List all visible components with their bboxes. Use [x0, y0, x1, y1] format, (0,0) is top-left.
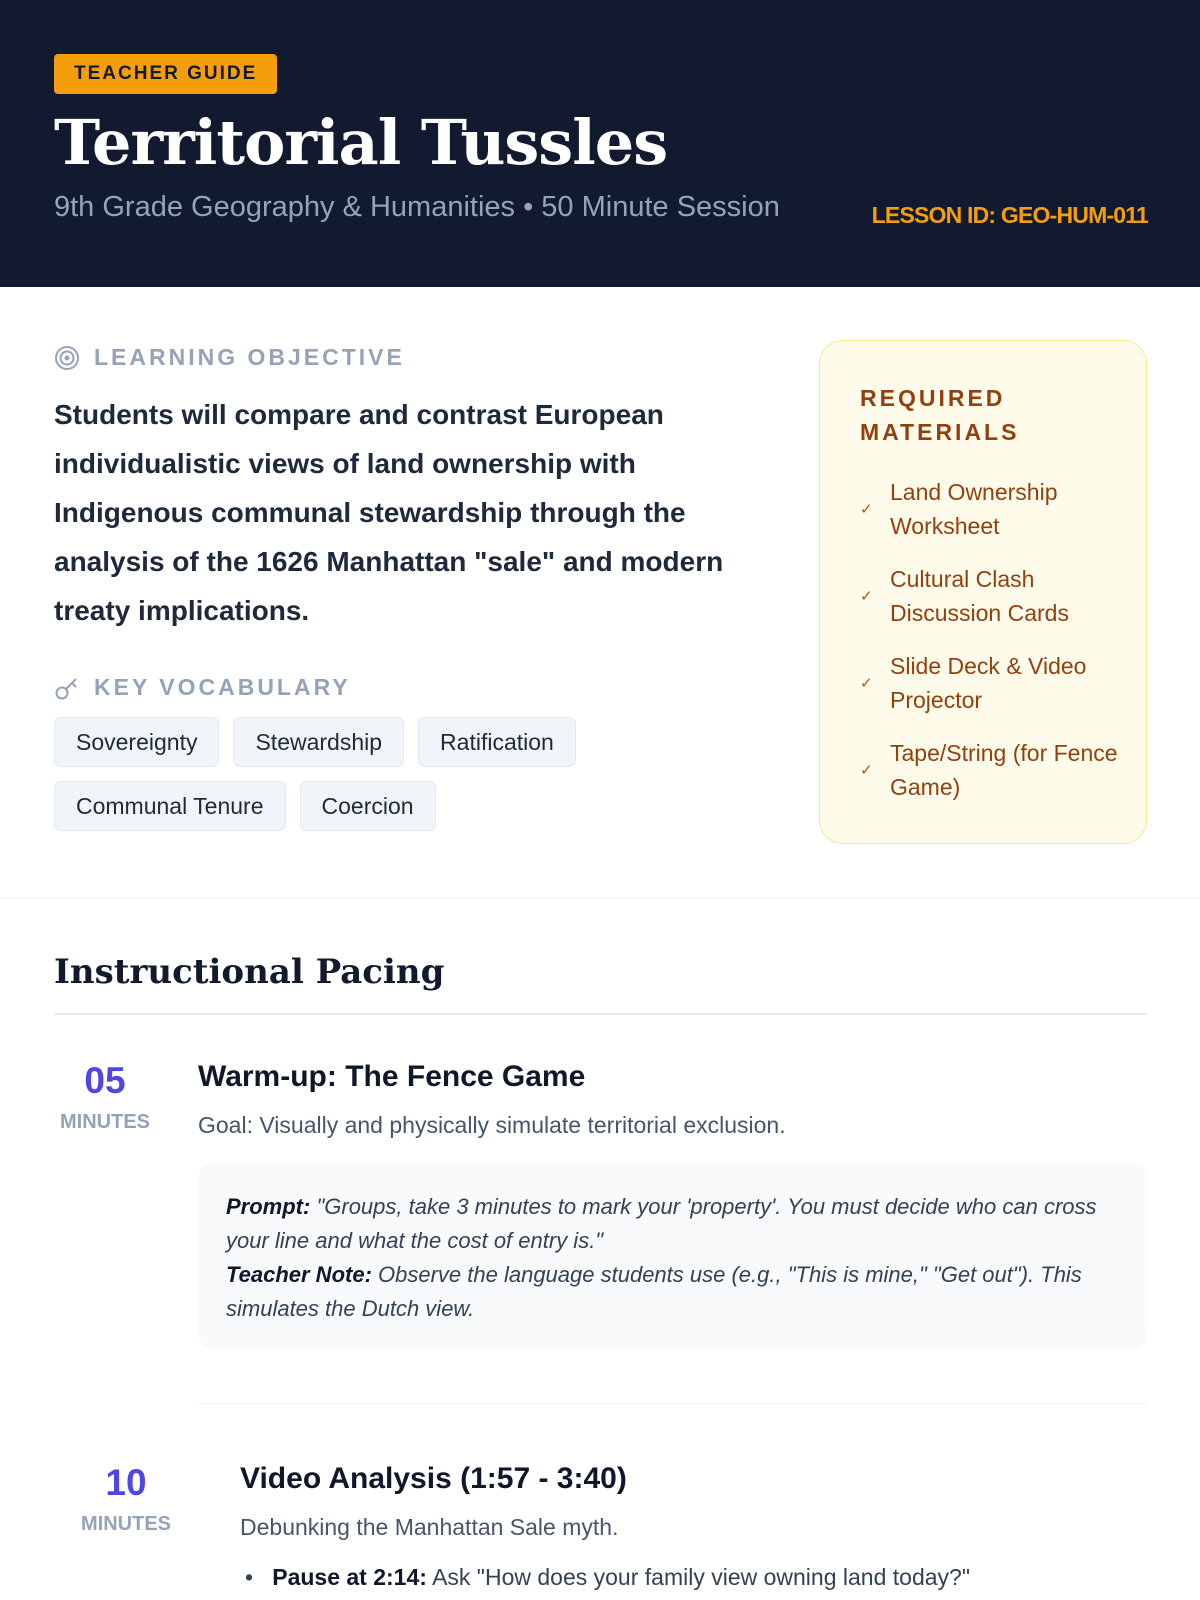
material-item: [860, 562, 1130, 630]
prompt-box: [198, 1163, 1147, 1348]
check-icon: ✓: [860, 588, 873, 605]
minutes-label: MINUTES: [60, 1111, 150, 1133]
step-title: Video Analysis (1:57 - 3:40): [240, 1462, 627, 1495]
step-separator: [198, 1403, 1147, 1404]
teacher-note-label: Teacher Note:: [226, 1262, 372, 1287]
check-icon: ✓: [860, 501, 873, 518]
minutes-label: MINUTES: [81, 1513, 171, 1535]
pacing-rule: [54, 1013, 1147, 1015]
bullet-label: Pause at 2:14:: [272, 1564, 427, 1590]
step-goal: Goal: Visually and physically simulate territorial exclusion.: [198, 1112, 786, 1138]
vocab-chip: Ratification: [418, 717, 576, 767]
material-item: [860, 649, 1130, 717]
objective-label: LEARNING OBJECTIVE: [94, 344, 405, 370]
check-icon: ✓: [860, 675, 873, 692]
teacher-note-text: Observe the language students use (e.g., "This is mine," "Get out"). This simulates the Dutch view.: [226, 1262, 1082, 1321]
check-icon: ✓: [860, 762, 873, 779]
prompt-text: "Groups, take 3 minutes to mark your 'property'. You must decide who can cross your line and what the cost of entry is.": [226, 1194, 1097, 1253]
materials-title: REQUIRED MATERIALS: [860, 385, 1020, 445]
vocab-label-row: [54, 674, 351, 701]
section-divider: [0, 898, 1200, 899]
material-text: Slide Deck & Video Projector: [890, 653, 1087, 713]
lesson-id: LESSON ID: GEO-HUM-011: [871, 202, 1148, 228]
step-title: Warm-up: The Fence Game: [198, 1060, 586, 1093]
minutes-number: 05: [84, 1060, 126, 1101]
bullet-item: [245, 1564, 970, 1591]
material-text: Land Ownership Worksheet: [890, 479, 1058, 539]
vocab-label: KEY VOCABULARY: [94, 674, 351, 700]
teacher-guide-badge: TEACHER GUIDE: [54, 54, 277, 94]
step-goal: Debunking the Manhattan Sale myth.: [240, 1514, 619, 1540]
materials-card: [819, 340, 1147, 844]
vocab-chip: Stewardship: [233, 717, 404, 767]
page-subtitle: 9th Grade Geography & Humanities • 50 Minute Session: [54, 191, 780, 223]
step-duration: [55, 1059, 155, 1134]
vocab-chip: Coercion: [300, 781, 436, 831]
vocab-chip: Sovereignty: [54, 717, 219, 767]
page-title: Territorial Tussles: [54, 106, 668, 179]
material-text: Tape/String (for Fence Game): [890, 740, 1118, 800]
objective-label-row: [54, 344, 405, 371]
minutes-number: 10: [105, 1462, 147, 1503]
material-item: [860, 736, 1130, 804]
target-icon: [54, 345, 80, 371]
pacing-title: Instructional Pacing: [54, 952, 445, 992]
prompt-label: Prompt:: [226, 1194, 311, 1219]
page-header: [0, 0, 1200, 287]
material-item: [860, 475, 1130, 543]
material-text: Cultural Clash Discussion Cards: [890, 566, 1069, 626]
bullet-dot: •: [245, 1564, 266, 1590]
vocab-list: [54, 717, 694, 831]
objective-text: Students will compare and contrast European individualistic views of land ownership with Indigenous communal stewardship through the analysis of the 1626 Manhattan "sale" and modern treaty implications.: [54, 399, 724, 626]
step-duration: [76, 1461, 176, 1536]
vocab-chip: Communal Tenure: [54, 781, 286, 831]
bullet-text: Ask "How does your family view owning land today?": [432, 1564, 970, 1590]
key-icon: [54, 675, 80, 701]
